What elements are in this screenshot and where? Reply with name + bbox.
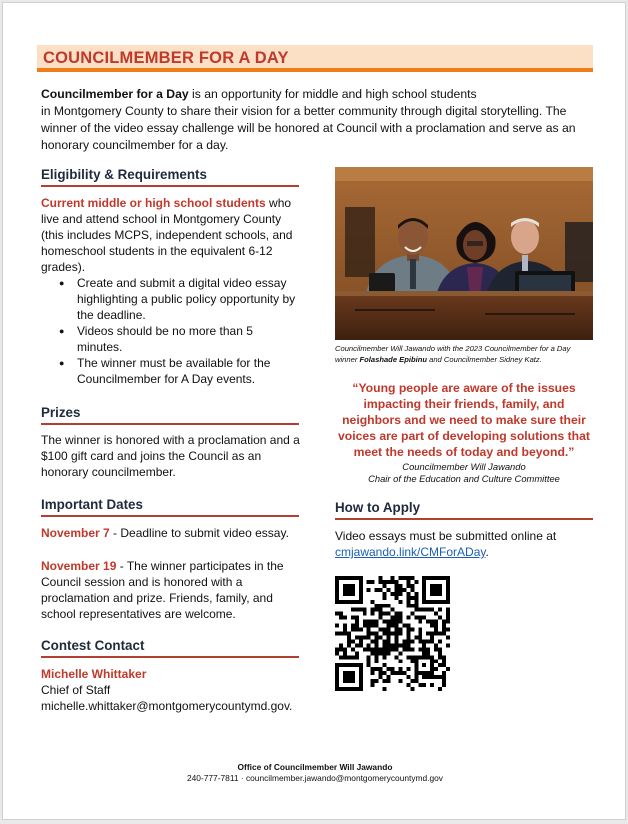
apply-link-line <box>335 544 595 560</box>
contact-heading: Contest Contact <box>41 638 299 658</box>
caption-line1: Councilmember Will Jawando with the 2023 Councilmember for a Day <box>335 344 571 353</box>
list-item: ● The winner must be available for the Councilmember for A Day events. <box>41 355 301 387</box>
photo-caption <box>335 344 597 365</box>
contact-name: Michelle Whittaker <box>41 667 147 681</box>
quote-author: Councilmember Will Jawando <box>402 461 526 472</box>
pull-quote: “Young people are aware of the issues impacting their friends, family, and neighbors and we need to make sure their voices are part of developing solutions that meet the needs of today and beyond.” <box>338 381 590 459</box>
footer-title: Office of Councilmember Will Jawando <box>237 762 393 772</box>
intro-line1: is an opportunity for middle and high school students <box>188 87 477 101</box>
quote-attribution <box>335 461 593 485</box>
intro-lead: Councilmember for a Day <box>41 87 189 101</box>
caption-pre: winner <box>335 354 360 364</box>
date-item <box>41 558 303 622</box>
eligibility-heading: Eligibility & Requirements <box>41 167 299 187</box>
date-label: November 7 <box>41 526 110 540</box>
date-text: - Deadline to submit video essay. <box>109 526 289 540</box>
apply-text-block <box>335 528 595 560</box>
intro-paragraph <box>41 86 589 154</box>
caption-line2 <box>335 355 597 366</box>
contact-block <box>41 666 311 714</box>
title-banner <box>37 45 593 72</box>
eligibility-rest: who live and attend school in Montgomery County (this includes MCPS, independent schools, and homeschool students in the equivalent 6-12 grades). <box>41 196 293 274</box>
contact-role: Chief of Staff <box>41 683 111 697</box>
page-title: COUNCILMEMBER FOR A DAY <box>43 49 289 67</box>
quote-author-title: Chair of the Education and Culture Committee <box>368 473 560 484</box>
eligibility-text <box>41 195 301 275</box>
apply-link[interactable]: cmjawando.link/CMForADay <box>335 545 486 559</box>
caption-post: and Councilmember Sidney Katz. <box>427 354 542 364</box>
date-label: November 19 <box>41 559 117 573</box>
intro-line2: in Montgomery County to share their vision for a better community through digital storytelling. The winner of the video essay challenge will be honored at Council with a proclamation and serve as an honorary councilmember for a day. <box>41 104 576 152</box>
eligibility-section <box>41 195 301 387</box>
footer-contact: 240-777-7811 · councilmember.jawando@montgomerycountymd.gov <box>186 773 443 783</box>
qr-code[interactable] <box>335 576 450 691</box>
date-item <box>41 525 303 541</box>
eligibility-lead: Current middle or high school students <box>41 196 266 210</box>
date-text: - The winner participates in the Council session and is honored with a proclamation and prize. Friends, family, and school representatives are welcome. <box>41 559 284 621</box>
apply-text: Video essays must be submitted online at <box>335 529 557 543</box>
list-item: ● Create and submit a digital video essay highlighting a public policy opportunity by the deadline. <box>41 275 301 323</box>
requirements-list <box>41 275 301 387</box>
prizes-text: The winner is honored with a proclamation and a $100 gift card and joins the Council as an honorary councilmember. <box>41 433 300 479</box>
prizes-heading: Prizes <box>41 405 299 425</box>
apply-heading: How to Apply <box>335 500 593 520</box>
document-page <box>2 2 626 820</box>
dates-heading: Important Dates <box>41 497 299 517</box>
caption-name: Folashade Epibinu <box>359 354 427 364</box>
footer <box>3 762 627 784</box>
council-photo <box>335 167 593 340</box>
contact-email[interactable]: michelle.whittaker@montgomerycountymd.gov. <box>41 699 293 713</box>
apply-link-suffix: . <box>485 545 489 559</box>
list-item: ● Videos should be no more than 5 minutes. <box>41 323 301 355</box>
